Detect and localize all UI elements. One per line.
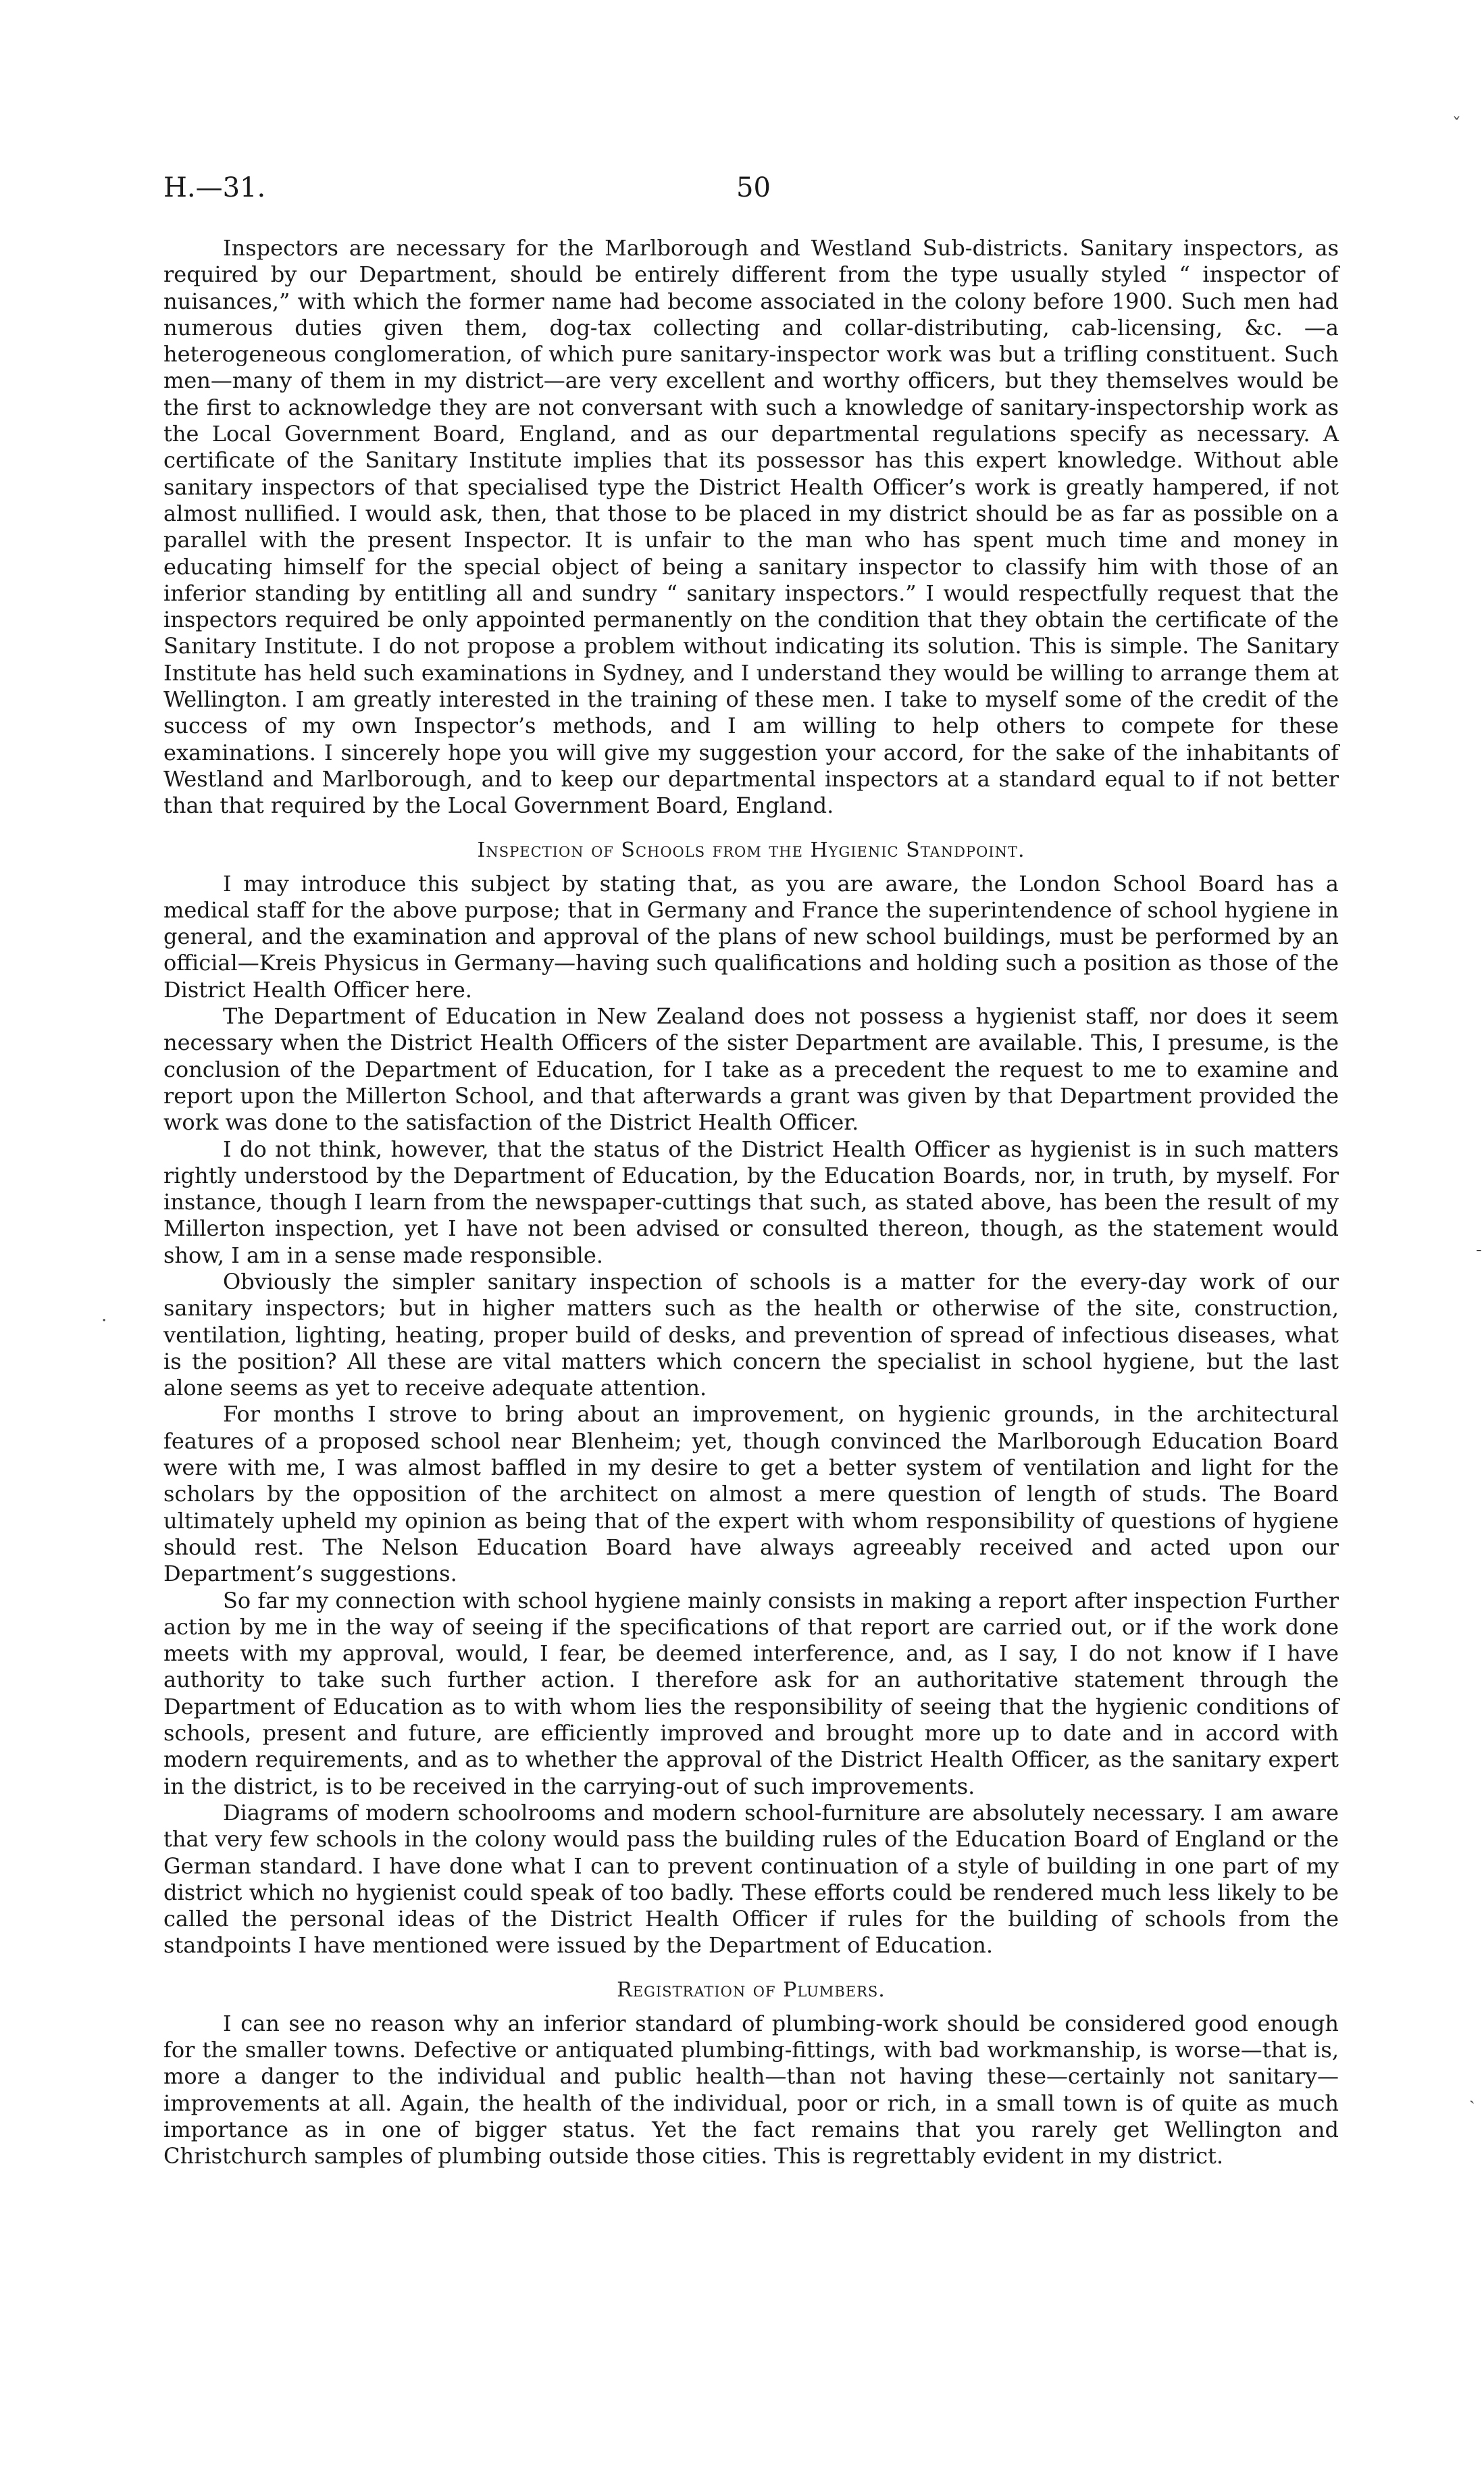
margin-mark-right-lower: ˏ (1469, 2084, 1475, 2105)
paragraph: The Department of Education in New Zealand does not possess a hygienist staff, nor does it seem necessary when the District Health Officers of the sister Department are available. This, I presume, is the conclusion of the Department of Education, for I take as a precedent the request to me to examine and report upon the Millerton School, and that afterwards a grant was given by that Department provided the work was done to the satisfaction of the District Health Officer. (163, 1003, 1339, 1136)
section-heading-schools: Inspection of Schools from the Hygienic Standpoint. (477, 838, 1025, 862)
paragraph: I do not think, however, that the status of the District Health Officer as hygienist is in such matters rightly understood by the Department of Education, by the Education Boards, nor, in truth, by myself. For instance, though I learn from the newspaper-cuttings that such, as stated above, has been the result of my Millerton inspection, yet I have not been advised or consulted thereon, though, as the statement would show, I am in a sense made responsible. (163, 1136, 1339, 1268)
page-body (163, 235, 1339, 2169)
paragraph: Diagrams of modern schoolrooms and modern school-furniture are absolutely necessary. I am aware that very few schools in the colony would pass the building rules of the Education Board of England or the German standard. I have done what I can to prevent continuation of a style of building in one part of my district which no hygienist could speak of too badly. These efforts could be rendered much less likely to be called the personal ideas of the District Health Officer if rules for the building of schools from the standpoints I have mentioned were issued by the Department of Education. (163, 1799, 1339, 1959)
paragraph: For months I strove to bring about an improvement, on hygienic grounds, in the architectural features of a proposed school near Blenheim; yet, though convinced the Marlborough Education Board were with me, I was almost baffled in my desire to get a better system of ventilation and light for the scholars by the opposition of the architect on almost a mere question of length of studs. The Board ultimately upheld my opinion as being that of the expert with whom responsibility of questions of hygiene should rest. The Nelson Education Board have always agreeably received and acted upon our Department’s suggestions. (163, 1401, 1339, 1587)
page-number: 50 (736, 172, 771, 203)
paragraph-intro: Inspectors are necessary for the Marlborough and Westland Sub-districts. Sanitary inspectors, as required by our Department, should be entirely different from the type usually styled “ inspector of nuisances,” with which the former name had become associated in the colony before 1900. Such men had numerous duties given them, dog-tax collecting and collar-distributing, cab-licensing, &c. —a heterogeneous conglomeration, of which pure sanitary-inspector work was but a trifling constituent. Such men—many of them in my district—are very excellent and worthy officers, but they themselves would be the first to acknowledge they are not conversant with such a knowledge of sanitary-inspectorship work as the Local Government Board, England, and as our departmental regulations specify as necessary. A certificate of the Sanitary Institute implies that its possessor has this expert knowledge. Without able sanitary inspectors of that specialised type the District Health Officer’s work is greatly hampered, if not almost nullified. I would ask, then, that those to be placed in my district should be as far as possible on a parallel with the present Inspector. It is unfair to the man who has spent much time and money in educating himself for the special object of being a sanitary inspector to classify him with those of an inferior standing by entitling all and sundry “ sanitary inspectors.” I would respectfully request that the inspectors required be only appointed permanently on the condition that they obtain the certificate of the Sanitary Institute. I do not propose a problem without indicating its solution. This is simple. The Sanitary Institute has held such examinations in Sydney, and I understand they would be willing to arrange them at Wellington. I am greatly interested in the training of these men. I take to myself some of the credit of the success of my own Inspector’s methods, and I am willing to help others to compete for these examinations. I sincerely hope you will give my suggestion your accord, for the sake of the inhabitants of Westland and Marlborough, and to keep our departmental inspectors at a standard equal to if not better than that required by the Local Government Board, England. (163, 235, 1339, 819)
margin-mark-right-mid: - (1476, 1240, 1482, 1260)
margin-mark-left: · (101, 1311, 107, 1331)
paragraph: I can see no reason why an inferior standard of plumbing-work should be considered good enough for the smaller towns. Defective or antiquated plumbing-fittings, with bad workmanship, is worse—that is, more a danger to the individual and public health—than not having these—certainly not sanitary—improvements at all. Again, the health of the individual, poor or rich, in a small town is of quite as much importance as in one of bigger status. Yet the fact remains that you rarely get Wellington and Christchurch samples of plumbing outside those cities. This is regrettably evident in my district. (163, 2010, 1339, 2169)
paragraph: So far my connection with school hygiene mainly consists in making a report after inspection Further action by me in the way of seeing if the specifications of that report are carried out, or if the work done meets with my approval, would, I fear, be deemed interference, and, as I say, I do not know if I have authority to take such further action. I therefore ask for an authoritative statement through the Department of Education as to with whom lies the responsibility of seeing that the hygienic conditions of schools, present and future, are efficiently improved and brought more up to date and in accord with modern requirements, and as to whether the approval of the District Health Officer, as the sanitary expert in the district, is to be received in the carrying-out of such improvements. (163, 1587, 1339, 1799)
margin-mark-top-right: ˇ (1452, 115, 1461, 135)
document-reference: H.—31. (163, 172, 266, 203)
section-heading-plumbers: Registration of Plumbers. (617, 1978, 886, 2002)
paragraph: I may introduce this subject by stating that, as you are aware, the London School Board has a medical staff for the above purpose; that in Germany and France the superintendence of school hygiene in general, and the examination and approval of the plans of new school buildings, must be performed by an official—Kreis Physicus in Germany—having such qualifications and holding such a position as those of the District Health Officer here. (163, 870, 1339, 1003)
page-header (163, 172, 1339, 213)
paragraph: Obviously the simpler sanitary inspection of schools is a matter for the every-day work of our sanitary inspectors; but in higher matters such as the health or otherwise of the site, construction, ventilation, lighting, heating, proper build of desks, and prevention of spread of infectious diseases, what is the position? All these are vital matters which concern the specialist in school hygiene, but the last alone seems as yet to receive adequate attention. (163, 1268, 1339, 1401)
